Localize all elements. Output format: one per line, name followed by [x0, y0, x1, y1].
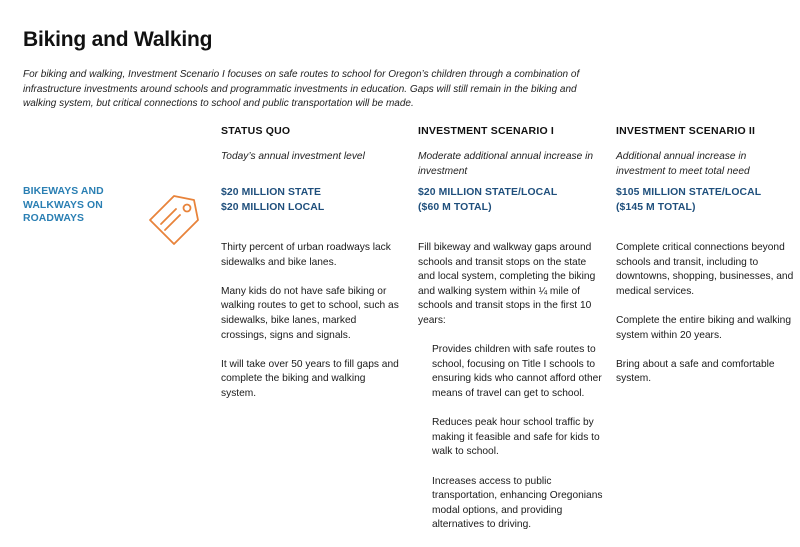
column-heading: INVESTMENT SCENARIO I	[418, 125, 555, 137]
column-subtitle: Today’s annual investment level	[221, 151, 365, 162]
column-bullet: Reduces peak hour school traffic by making it feasible and safe for kids to walk to school.	[432, 417, 600, 458]
column-bullet: Increases access to public transportation, enhancing Oregonians modal options, and providing alternatives to driving.	[432, 475, 603, 531]
column-heading: INVESTMENT SCENARIO II	[616, 125, 756, 137]
column-paragraph: Many kids do not have safe biking or walking routes to get to school, such as sidewalks, bike lanes, marked crossings, signs and signals.	[221, 285, 399, 341]
amount-line: $20 MILLION STATE	[221, 187, 322, 198]
column-bullet: Provides children with safe routes to school, focusing on Title I schools to ensuring kids who cannot afford other means of travel can get to school.	[432, 344, 602, 399]
column-amount	[418, 186, 603, 241]
status-quo-column	[221, 124, 399, 416]
price-tag-icon	[136, 176, 208, 268]
page-title: Biking and Walking	[23, 28, 213, 51]
column-paragraph: It will take over 50 years to fill gaps and complete the biking and walking system.	[221, 358, 399, 399]
column-paragraph: Complete critical connections beyond schools and transit, including to downtowns, shopping, businesses, and medical services.	[616, 242, 794, 297]
amount-line: ($145 M TOTAL)	[616, 201, 696, 213]
column-amount	[616, 186, 798, 241]
intro-paragraph: For biking and walking, Investment Scenario I focuses on safe routes to school for Oregon’s children through a combination of infrastructure investments around schools and programmatic investments in education. Gaps will still remain in the biking and walking system, but critical connections to school and public transportation will be made.	[23, 69, 580, 109]
column-subtitle: Moderate additional annual increase in investment	[418, 151, 594, 177]
column-paragraph: Fill bikeway and walkway gaps around schools and transit stops on the state and local system, completing the biking and walking system within ¼ mile of schools and transit stops in the first 10 years:	[418, 242, 596, 326]
column-paragraph: Bring about a safe and comfortable system.	[616, 358, 775, 385]
amount-line: $20 MILLION STATE/LOCAL	[418, 187, 558, 198]
investment-scenario-1-column	[418, 124, 603, 547]
amount-line: $105 MILLION STATE/LOCAL	[616, 187, 762, 198]
column-subtitle: Additional annual increase in investment to meet total need	[616, 151, 750, 177]
amount-line: ($60 M TOTAL)	[418, 201, 492, 213]
column-paragraph: Complete the entire biking and walking system within 20 years.	[616, 314, 791, 341]
amount-line: $20 MILLION LOCAL	[221, 201, 325, 213]
column-heading: STATUS QUO	[221, 125, 291, 137]
column-amount	[221, 186, 399, 241]
column-paragraph: Thirty percent of urban roadways lack sidewalks and bike lanes.	[221, 242, 391, 268]
row-label: BIKEWAYS AND WALKWAYS ON ROADWAYS	[23, 186, 104, 224]
investment-scenario-2-column	[616, 124, 798, 402]
